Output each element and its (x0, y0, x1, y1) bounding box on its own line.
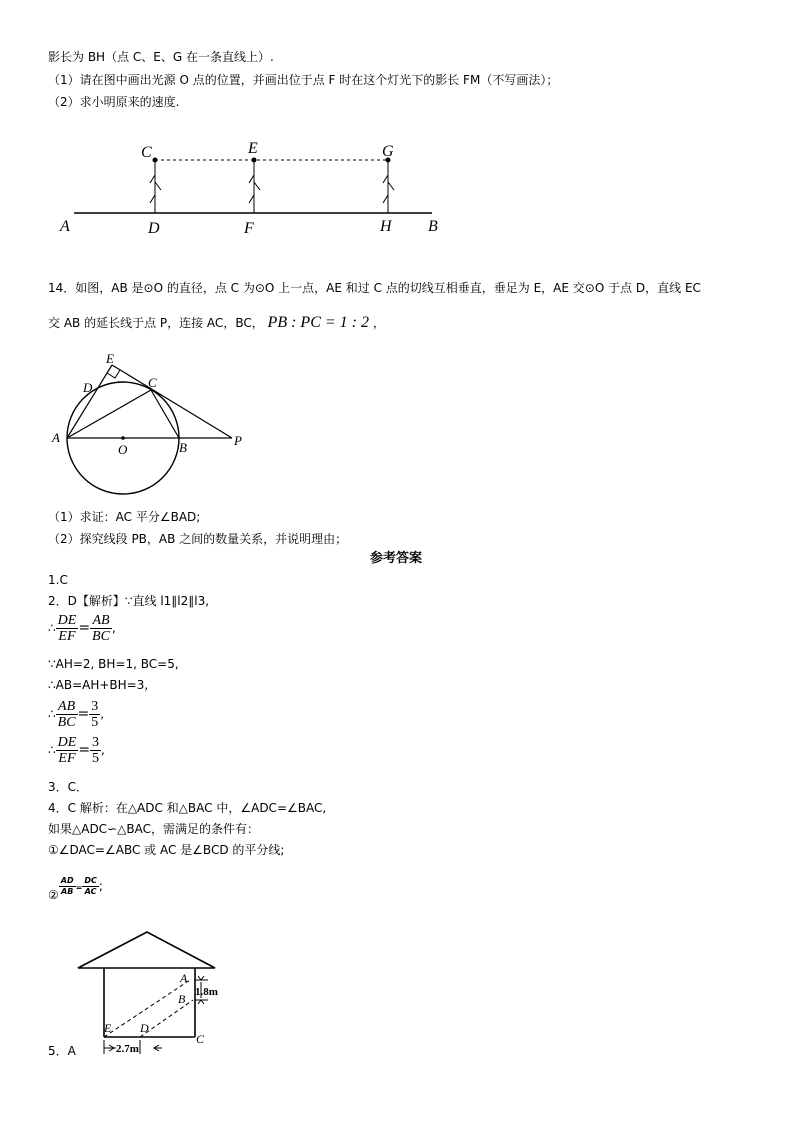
label-o2: O (118, 442, 128, 457)
label-a2: A (52, 430, 60, 445)
label-c: C (141, 144, 152, 161)
q13-line1: 影长为 BH（点 C、E、G 在一条直线上）. (48, 50, 274, 64)
label-p2: P (234, 433, 242, 448)
answer-4-line3: ①∠DAC=∠ABC 或 AC 是∠BCD 的平分线; (48, 843, 285, 857)
answer-4-line1: 4．C 解析：在△ADC 和△BAC 中，∠ADC=∠BAC, (48, 801, 327, 815)
answer-4-line2: 如果△ADC∽△BAC，需满足的条件有： (48, 822, 259, 836)
label-b: B (428, 218, 438, 235)
label-d: D (148, 220, 160, 237)
ratio-math: PB : PC = 1 : 2 (267, 314, 369, 331)
q13-part1: （1）请在图中画出光源 O 点的位置，并画出位于点 F 时在这个灯光下的影长 FM（不写画法）； (48, 73, 559, 87)
answer-2-line4: ∴AB=AH+BH=3, (48, 678, 149, 692)
label-d3: D (140, 1021, 149, 1035)
q14-part1: （1）求证：AC 平分∠BAD; (48, 510, 201, 524)
q14-line2-text: 交 AB 的延长线于点 P，连接 AC，BC， (48, 316, 264, 330)
answer-3: 3．C． (48, 780, 89, 794)
width-2-7m: 2.7m (116, 1043, 139, 1055)
roof (78, 932, 215, 968)
label-g: G (382, 143, 394, 160)
answer-4-fraction: ② $\frac{AD}{AB}$ = $\frac{DC}{AC}$ ; (48, 876, 103, 902)
label-b3: B (178, 992, 186, 1006)
label-e3: E (104, 1021, 112, 1035)
label-c2: C (148, 375, 157, 390)
q14-part2: （2）探究线段 PB，AB 之间的数量关系，并说明理由； (48, 532, 348, 546)
label-h: H (380, 218, 392, 235)
answer-2-fraction3: ∴ $\frac{DE}{EF}$ = $\frac{3}{5}$ , (48, 735, 105, 766)
answer-2-line1: 2．D【解析】∵直线 l1∥l2∥l3, (48, 594, 210, 608)
answer-2-fraction2: ∴ $\frac{AB}{BC}$ = $\frac{3}{5}$ , (48, 699, 105, 730)
label-d2: D (83, 380, 93, 395)
label-b2: B (179, 440, 187, 455)
q14-line1: 14．如图，AB 是⊙O 的直径，点 C 为⊙O 上一点，AE 和过 C 点的切线互相垂直，垂足为 E，AE 交⊙O 于点 D，直线 EC (48, 281, 701, 295)
answers-title: 参考答案 (370, 551, 423, 566)
height-1-8m: 1.8m (195, 986, 218, 998)
answer-5: 5．A (48, 1044, 76, 1058)
label-a3: A (180, 971, 188, 985)
q14-line2-end: ， (372, 316, 385, 330)
label-a: A (60, 218, 70, 235)
answer-2-line3: ∵AH=2, BH=1, BC=5, (48, 657, 179, 671)
label-f: F (244, 220, 254, 237)
answer-1: 1.C (48, 573, 68, 587)
label-e2: E (106, 351, 114, 366)
label-e: E (248, 140, 258, 157)
answer-2-fraction1: ∴ $\frac{DE}{EF}$ = $\frac{AB}{BC}$ , (48, 613, 116, 644)
q13-part2: （2）求小明原来的速度. (48, 95, 180, 109)
label-c3: C (196, 1032, 205, 1046)
